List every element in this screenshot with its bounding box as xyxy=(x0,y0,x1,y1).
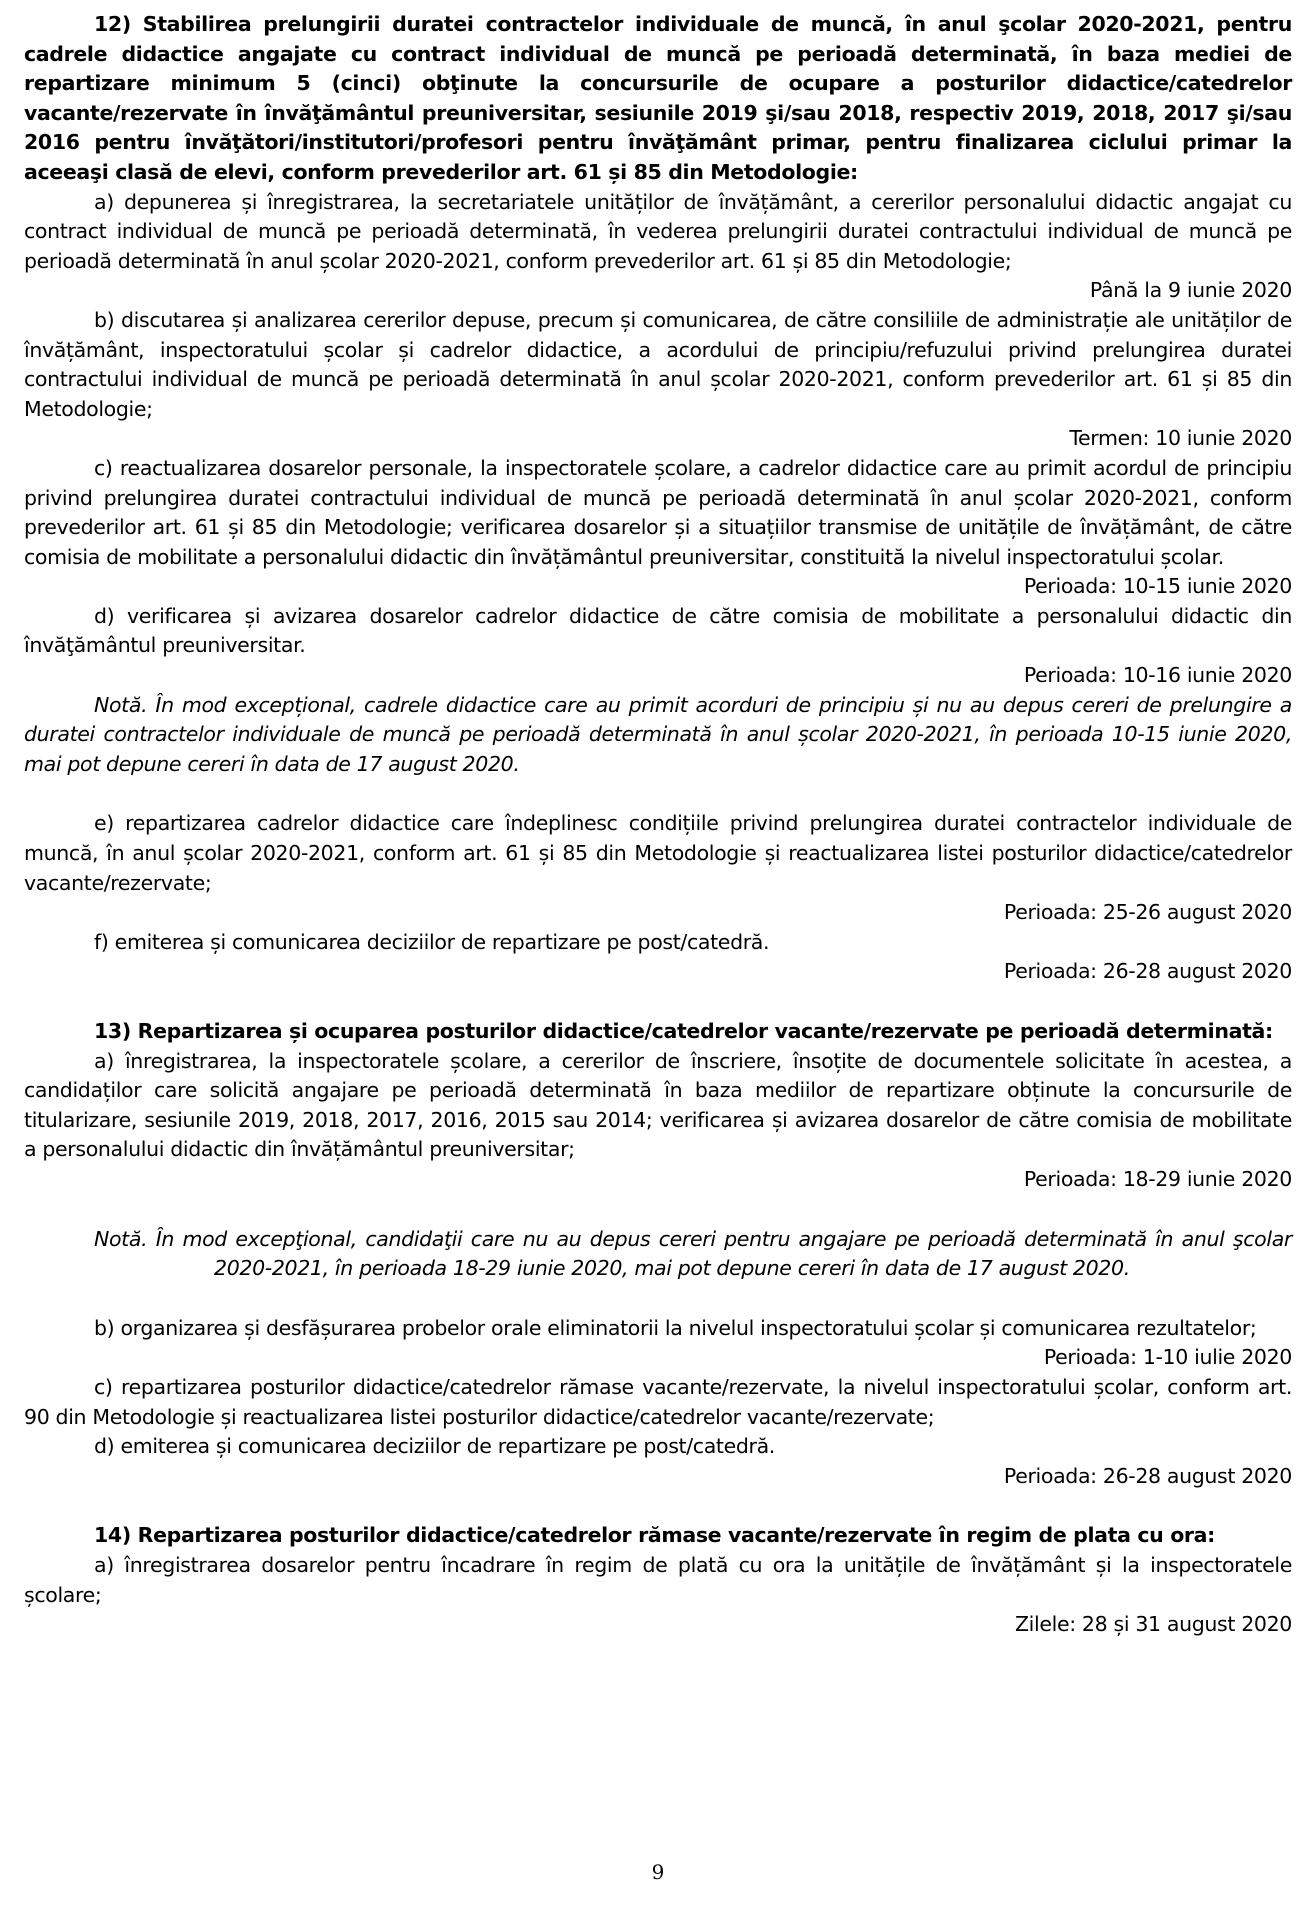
section-12-item-e: e) repartizarea cadrelor didactice care îndeplinesc condițiile privind prelungirea duratei contractelor individuale de muncă, în anul școlar 2020-2021, conform art. 61 și 85 din Metodologie și reactualizarea listei posturilor didactice/catedrelor vacante/rezervate; xyxy=(24,811,1292,895)
section-12-item-d-date: Perioada: 10-16 iunie 2020 xyxy=(1023,663,1292,688)
section-13-item-d: d) emiterea și comunicarea deciziilor de repartizare pe post/catedră. xyxy=(94,1434,775,1459)
section-12-item-f-date: Perioada: 26-28 august 2020 xyxy=(1003,959,1292,984)
section-13-heading: 13) Repartizarea și ocuparea posturilor didactice/catedrelor vacante/rezervate pe perioadă determinată: xyxy=(94,1019,1273,1043)
section-12-item-c-date: Perioada: 10-15 iunie 2020 xyxy=(1023,574,1292,599)
section-14-item-a: a) înregistrarea dosarelor pentru încadrare în regim de plată cu ora la unitățile de învățământ și la inspectoratele școlare; xyxy=(24,1552,1292,1607)
section-14-heading: 14) Repartizarea posturilor didactice/catedrelor rămase vacante/rezervate în regim de plata cu ora: xyxy=(94,1523,1216,1548)
document-page xyxy=(24,10,1292,1640)
section-14-item-a-date: Zilele: 28 și 31 august 2020 xyxy=(1014,1612,1292,1637)
section-13-item-c: c) repartizarea posturilor didactice/catedrelor rămase vacante/rezervate, la nivelul inspectoratului școlar, conform art. 90 din Metodologie și reactualizarea listei posturilor didactice/catedrelor vacante/rezervate; xyxy=(24,1374,1292,1429)
section-12-item-f: f) emiterea și comunicarea deciziilor de repartizare pe post/catedră. xyxy=(94,929,770,954)
section-13-item-a: a) înregistrarea, la inspectoratele școlare, a cererilor de înscriere, însoțite de documentele solicitate în acestea, a candidaților care solicită angajare pe perioadă determinată în baza mediilor de repartizare obținute la concursurile de titularizare, sesiunile 2019, 2018, 2017, 2016, 2015 sau 2014; verificarea și avizarea dosarelor de către comisia de mobilitate a personalului didactic din învățământul preuniversitar; xyxy=(24,1048,1292,1162)
section-13-note xyxy=(24,1225,1292,1284)
section-12-item-a-date: Până la 9 iunie 2020 xyxy=(1089,278,1292,303)
section-12-note: Notă. În mod excepțional, cadrele didactice care au primit acorduri de principiu și nu au depus cereri de prelungire a duratei contractelor individuale de muncă pe perioadă determinată în anul școlar 2020-2021, în perioada 10-15 iunie 2020, mai pot depune cereri în data de 17 august 2020. xyxy=(24,692,1292,776)
section-13-item-a-date: Perioada: 18-29 iunie 2020 xyxy=(1023,1166,1292,1191)
section-12-item-e-date: Perioada: 25-26 august 2020 xyxy=(1003,900,1292,925)
section-12-item-d: d) verificarea și avizarea dosarelor cadrelor didactice de către comisia de mobilitate a personalului didactic din învăţământul preuniversitar. xyxy=(24,603,1292,658)
section-12-heading: 12) Stabilirea prelungirii duratei contractelor individuale de muncă, în anul şcolar 2020-2021, pentru cadrele didactice angajate cu contract individual de muncă pe perioadă determinată, în baza mediei de repartizare minimum 5 (cinci) obţinute la concursurile de ocupare a posturilor didactice/catedrelor vacante/rezervate în învăţământul preuniversitar, sesiunile 2019 şi/sau 2018, respectiv 2019, 2018, 2017 şi/sau 2016 pentru învăţători/institutori/profesori pentru învăţământ primar, pentru finalizarea ciclului primar la aceeaşi clasă de elevi, conform prevederilor art. 61 și 85 din Metodologie: xyxy=(24,12,1292,184)
section-13-note-part1: Notă. În mod excepţional, candidaţii care nu au depus cereri pentru angajare pe perioadă determinată în anul şcolar xyxy=(94,1226,1292,1251)
section-12-item-a: a) depunerea și înregistrarea, la secretariatele unităților de învățământ, a cererilor personalului didactic angajat cu contract individual de muncă pe perioadă determinată, în vederea prelungirii duratei contractului individual de muncă pe perioadă determinată în anul școlar 2020-2021, conform prevederilor art. 61 și 85 din Metodologie; xyxy=(24,189,1292,273)
section-13-item-b: b) organizarea și desfășurarea probelor orale eliminatorii la nivelul inspectoratului școlar și comunicarea rezultatelor; xyxy=(94,1315,1257,1340)
section-12-item-b-date: Termen: 10 iunie 2020 xyxy=(1069,426,1292,451)
section-13-item-b-date: Perioada: 1-10 iulie 2020 xyxy=(1043,1345,1292,1370)
section-13-item-d-date: Perioada: 26-28 august 2020 xyxy=(1003,1463,1292,1488)
section-12-item-c: c) reactualizarea dosarelor personale, la inspectoratele școlare, a cadrelor didactice care au primit acordul de principiu privind prelungirea duratei contractului individual de muncă pe perioadă determinată în anul școlar 2020-2021, conform prevederilor art. 61 și 85 din Metodologie; verificarea dosarelor și a situațiilor transmise de unitățile de învățământ, de către comisia de mobilitate a personalului didactic din învățământul preuniversitar, constituită la nivelul inspectoratului școlar. xyxy=(24,455,1292,569)
page-number: 9 xyxy=(651,1860,665,1884)
section-13-note-part2: 2020-2021, în perioada 18-29 iunie 2020, mai pot depune cereri în data de 17 august 2020. xyxy=(214,1256,1130,1281)
section-12-item-b: b) discutarea și analizarea cererilor depuse, precum și comunicarea, de către consiliile de administrație ale unităților de învățământ, inspectoratului școlar și cadrelor didactice, a acordului de principiu/refuzului privind prelungirea duratei contractului individual de muncă pe perioadă determinată în anul școlar 2020-2021, conform prevederilor art. 61 și 85 din Metodologie; xyxy=(24,307,1292,421)
